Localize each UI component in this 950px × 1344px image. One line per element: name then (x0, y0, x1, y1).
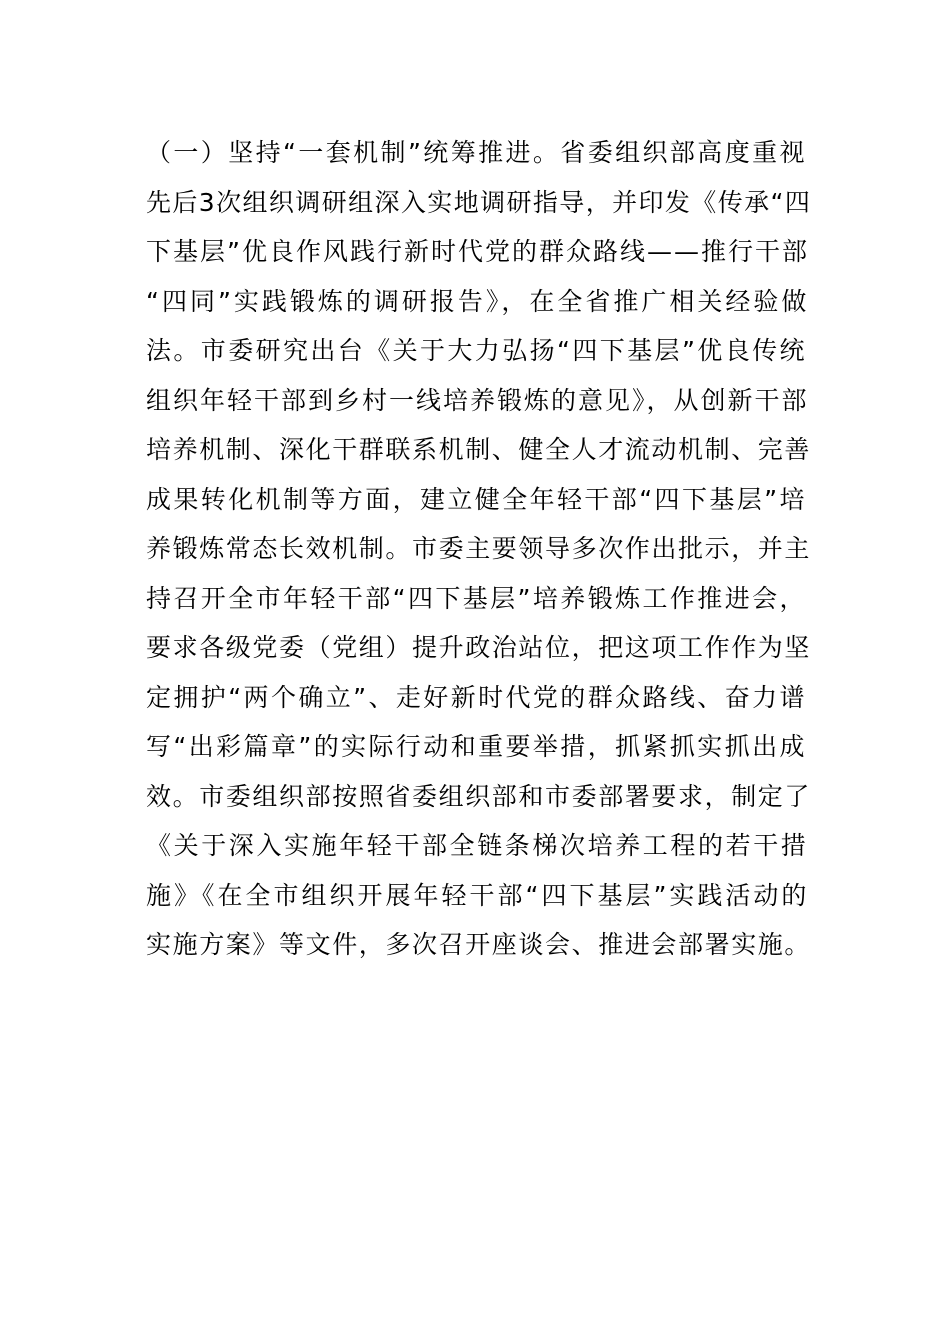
paragraph-line: 下基层”优良作风践行新时代党的群众路线——推行干部 (146, 237, 809, 266)
paragraph-line: 成果转化机制等方面，建立健全年轻干部“四下基层”培 (146, 484, 807, 514)
paragraph-line: （一）坚持“一套机制”统筹推进。省委组织部高度重视 (146, 138, 807, 167)
paragraph-line: 先后3次组织调研组深入实地调研指导，并印发《传承“四 (146, 187, 812, 217)
paragraph-line: 效。市委组织部按照省委组织部和市委部署要求，制定了 (146, 781, 812, 811)
paragraph-line: 《关于深入实施年轻干部全链条梯次培养工程的若干措 (146, 831, 809, 860)
paragraph-line: 定拥护“两个确立”、走好新时代党的群众路线、奋力谱 (146, 682, 807, 712)
paragraph-line: 实施方案》等文件，多次召开座谈会、推进会部署实施。 (146, 930, 812, 959)
paragraph-line: 要求各级党委（党组）提升政治站位，把这项工作作为坚 (146, 633, 812, 662)
body-paragraph (146, 128, 811, 970)
paragraph-line: “四同”实践锻炼的调研报告》，在全省推广相关经验做 (146, 286, 810, 316)
paragraph-line: 施》《在全市组织开展年轻干部“四下基层”实践活动的 (146, 880, 810, 910)
paragraph-line: 组织年轻干部到乡村一线培养锻炼的意见》，从创新干部 (146, 385, 809, 415)
paragraph-line: 持召开全市年轻干部“四下基层”培养锻炼工作推进会， (146, 583, 807, 613)
paragraph-line: 培养机制、深化干群联系机制、健全人才流动机制、完善 (146, 435, 812, 464)
paragraph-line: 养锻炼常态长效机制。市委主要领导多次作出批示，并主 (146, 534, 812, 563)
paragraph-line: 写“出彩篇章”的实际行动和重要举措，抓紧抓实抓出成 (146, 732, 807, 761)
paragraph-line: 法。市委研究出台《关于大力弘扬“四下基层”优良传统 (146, 336, 807, 365)
